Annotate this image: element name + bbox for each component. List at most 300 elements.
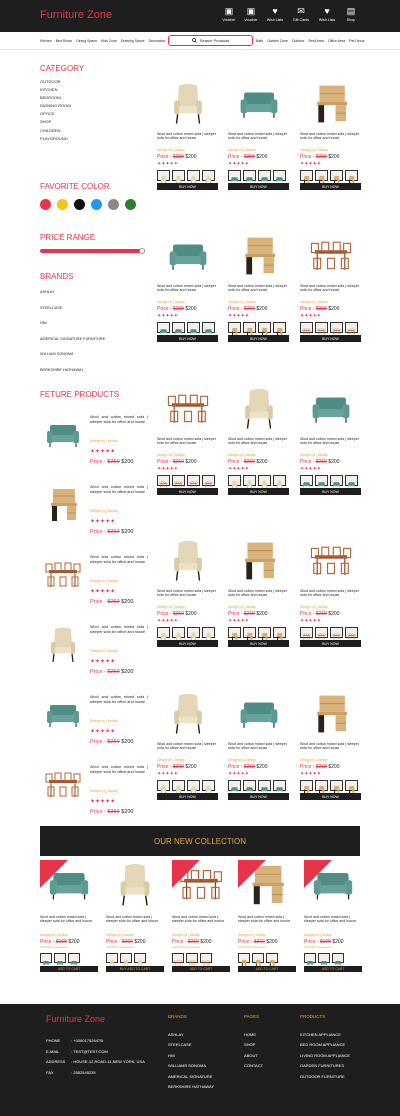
product-card xyxy=(300,385,361,495)
product-price xyxy=(172,939,230,945)
gift-icon: ✉ xyxy=(297,6,305,16)
variant-thumbnails xyxy=(172,953,230,963)
variant-thumbnails xyxy=(157,170,218,181)
variant-thumbnail[interactable] xyxy=(330,322,343,333)
product-card xyxy=(228,537,289,647)
brand-item[interactable]: HNI xyxy=(40,321,47,325)
featured-image[interactable] xyxy=(40,555,86,595)
product-designer: Design by | Ashlay xyxy=(300,453,328,457)
rating-stars: ✦✦✦✦✦ xyxy=(228,466,249,472)
old-price: $260 xyxy=(172,306,184,312)
product-designer: Design by | Ashlay xyxy=(40,933,68,937)
nav-link[interactable]: Kitchen xyxy=(40,39,52,43)
new-price: $200 xyxy=(326,306,340,312)
price-label: Price - xyxy=(157,459,173,465)
product-designer: Design by | Ashlay xyxy=(157,148,185,152)
collection-image[interactable] xyxy=(40,860,98,910)
variant-thumbnail[interactable] xyxy=(330,170,343,181)
buy-now-button[interactable]: BUY NOW xyxy=(228,335,289,342)
price-label: Price - xyxy=(90,599,108,605)
rating-stars: ✦✦✦✦✦ xyxy=(157,771,178,777)
favorite-color-title: FAVORITE COLOR xyxy=(40,182,110,191)
product-description: Wool and cotton mixed sofa | sleeper sofa for office and house xyxy=(304,915,357,924)
nav-link[interactable]: Office Area xyxy=(327,39,346,43)
product-image[interactable] xyxy=(157,385,218,433)
price-label: Price - xyxy=(228,154,244,160)
search-input[interactable] xyxy=(168,35,253,46)
buy-now-button[interactable]: BUY NOW xyxy=(157,488,218,495)
product-image[interactable] xyxy=(228,80,289,128)
new-price: $200 xyxy=(326,764,340,770)
new-price: $200 xyxy=(119,459,134,465)
price-label: Price - xyxy=(238,939,254,945)
old-price: $260 xyxy=(243,611,255,617)
variant-thumbnail[interactable] xyxy=(300,475,313,486)
product-description: Wool and cotton mixed sofa | sleeper sofa for office and house xyxy=(106,915,159,924)
rating-stars: ✦✦✦✦✦ xyxy=(90,589,116,595)
variant-thumbnail[interactable] xyxy=(172,322,185,333)
variant-thumbnail[interactable] xyxy=(120,953,132,963)
price-range-title: PRICE RANGE xyxy=(40,233,96,242)
variant-thumbnail[interactable] xyxy=(315,627,328,638)
brand-item[interactable]: BERKSHIRE HATHAWAY xyxy=(40,367,84,372)
variant-thumbnail[interactable] xyxy=(273,780,286,791)
add-to-cart-button[interactable]: ADD TO CART xyxy=(238,966,296,972)
corner-ribbon xyxy=(304,860,332,888)
featured-designer: Design by | Ashlay xyxy=(90,579,118,583)
variant-thumbnail[interactable] xyxy=(202,780,215,791)
category-item[interactable]: PLAYGROUND xyxy=(40,135,68,141)
price-label: Price - xyxy=(228,459,244,465)
product-image[interactable] xyxy=(300,385,361,433)
header-icon-label: Wish Lists xyxy=(266,18,284,22)
product-image[interactable] xyxy=(228,385,289,433)
product-image[interactable] xyxy=(157,690,218,738)
collection-image[interactable] xyxy=(238,860,296,910)
variant-thumbnail[interactable] xyxy=(266,953,278,963)
featured-image[interactable] xyxy=(40,765,86,805)
variant-thumbnails xyxy=(157,475,218,486)
new-price: $200 xyxy=(119,529,134,535)
product-image[interactable] xyxy=(157,80,218,128)
footer-link[interactable]: STEELCASE xyxy=(168,1042,192,1048)
footer-link[interactable]: CONTACT xyxy=(244,1063,264,1069)
product-image[interactable] xyxy=(300,232,361,280)
variant-thumbnail[interactable] xyxy=(157,780,170,791)
collection-image[interactable] xyxy=(172,860,230,910)
buy-now-button[interactable]: BUY NOW xyxy=(157,793,218,800)
featured-description: Wool and cotton mixed sofa | sleeper sofa for office and house xyxy=(90,765,148,774)
variant-thumbnail[interactable] xyxy=(228,475,241,486)
footer-link[interactable]: KITCHEN APPLIANCE xyxy=(300,1032,341,1037)
variant-thumbnail[interactable] xyxy=(238,953,250,963)
product-image[interactable] xyxy=(300,537,361,585)
header-voucher-button[interactable] xyxy=(242,6,260,22)
footer-link[interactable]: SHOP xyxy=(244,1042,256,1048)
featured-description: Wool and cotton mixed sofa | sleeper sofa for office and house xyxy=(90,415,148,424)
footer-pages-title: PAGES xyxy=(244,1014,260,1019)
category-item[interactable]: DIGNING ROOM xyxy=(40,103,71,109)
header-bar xyxy=(0,0,400,32)
header-gift-button[interactable] xyxy=(290,6,312,22)
category-item[interactable]: OUTDOOR xyxy=(40,79,61,84)
collection-card xyxy=(172,860,230,972)
price-label: Price - xyxy=(106,939,122,945)
featured-item xyxy=(40,415,150,475)
footer-contact-key: FAX xyxy=(46,1069,54,1075)
product-designer: Design by | Ashlay xyxy=(157,605,185,609)
header-icon-label: Wish Lists xyxy=(318,18,336,22)
collection-card xyxy=(40,860,98,972)
nav-link[interactable]: Kids Zone xyxy=(101,39,117,43)
product-description: Wool and cotton mixed sofa | sleeper sofa for office and house xyxy=(157,437,216,446)
variant-thumbnail[interactable] xyxy=(187,780,200,791)
product-price xyxy=(228,459,289,465)
footer-link[interactable]: HNI xyxy=(168,1052,175,1058)
variant-thumbnails xyxy=(228,780,289,791)
product-image[interactable] xyxy=(228,690,289,738)
collection-image[interactable] xyxy=(106,860,164,910)
variant-thumbnails xyxy=(157,322,218,333)
search-placeholder: Search Products xyxy=(199,38,230,43)
variant-thumbnail[interactable] xyxy=(315,322,328,333)
price-range-handle[interactable] xyxy=(139,248,145,254)
color-swatch[interactable] xyxy=(57,199,68,210)
rating-stars: ✦✦✦✦✦ xyxy=(228,771,249,777)
variant-thumbnail[interactable] xyxy=(345,475,358,486)
product-description: Wool and cotton mixed sofa | sleeper sofa for office and house xyxy=(300,284,359,293)
product-description: Wool and cotton mixed sofa | sleeper sofa for office and house xyxy=(228,132,287,141)
variant-thumbnail[interactable] xyxy=(345,170,358,181)
variant-thumbnail[interactable] xyxy=(273,475,286,486)
price-label: Price - xyxy=(172,939,188,945)
variant-thumbnail[interactable] xyxy=(330,475,343,486)
price-range-slider[interactable] xyxy=(40,249,145,253)
old-price: $260 xyxy=(107,459,120,465)
product-description: Wool and cotton mixed sofa | sleeper sofa for office and house xyxy=(228,284,287,293)
footer-link[interactable]: BERKSHIRE HATHAWAY xyxy=(168,1084,215,1089)
product-designer: Design by | Ashlay xyxy=(238,933,266,937)
header-wishlist-button[interactable] xyxy=(316,6,338,22)
price-label: Price - xyxy=(157,611,173,617)
rating-stars: ✦✦✦✦✦ xyxy=(300,161,321,167)
nav-link[interactable]: Bath xyxy=(256,39,264,43)
featured-item xyxy=(40,695,150,755)
variant-thumbnail[interactable] xyxy=(202,627,215,638)
variant-thumbnail[interactable] xyxy=(172,170,185,181)
variant-thumbnail[interactable] xyxy=(273,627,286,638)
featured-image[interactable] xyxy=(40,485,86,525)
color-swatch[interactable] xyxy=(74,199,85,210)
variant-thumbnail[interactable] xyxy=(187,170,200,181)
variant-thumbnail[interactable] xyxy=(172,627,185,638)
footer-contact-row: FAX : 2552545235 xyxy=(46,1069,96,1075)
variant-thumbnail[interactable] xyxy=(68,953,80,963)
product-description: Wool and cotton mixed sofa | sleeper sofa for office and house xyxy=(157,589,216,598)
variant-thumbnail[interactable] xyxy=(315,780,328,791)
product-designer: Design by | Ashlay xyxy=(228,758,256,762)
variant-thumbnail[interactable] xyxy=(318,953,330,963)
product-price xyxy=(238,939,296,945)
variant-thumbnail[interactable] xyxy=(345,780,358,791)
nav-link[interactable]: Drawing Space xyxy=(120,39,145,43)
category-item[interactable]: OFFICE xyxy=(40,111,55,117)
variant-thumbnail[interactable] xyxy=(304,953,316,963)
nav-link[interactable]: Pet Decor xyxy=(349,39,365,43)
price-label: Price - xyxy=(304,939,320,945)
variant-thumbnail[interactable] xyxy=(40,953,52,963)
variant-thumbnails xyxy=(300,170,361,181)
product-price xyxy=(157,459,218,465)
variant-thumbnail[interactable] xyxy=(228,322,241,333)
variant-thumbnail[interactable] xyxy=(243,322,256,333)
featured-image[interactable] xyxy=(40,625,86,665)
new-price: $200 xyxy=(119,809,134,815)
variant-thumbnail[interactable] xyxy=(157,627,170,638)
featured-price xyxy=(90,599,133,605)
nav-left xyxy=(40,39,166,43)
buy-now-button[interactable]: BUY NOW xyxy=(228,793,289,800)
variant-thumbnail[interactable] xyxy=(202,322,215,333)
footer-contact-value: 2552545235 xyxy=(73,1069,96,1075)
variant-thumbnail[interactable] xyxy=(228,170,241,181)
nav-link[interactable]: Bed Room xyxy=(55,39,73,43)
nav-link[interactable]: Garden Zone xyxy=(267,39,288,43)
add-to-cart-button[interactable]: BUY ADD TO CART xyxy=(106,966,164,972)
variant-thumbnail[interactable] xyxy=(258,170,271,181)
new-price: $200 xyxy=(254,459,268,465)
category-item[interactable]: CHILDREN xyxy=(40,127,61,133)
buy-now-button[interactable]: BUY NOW xyxy=(300,488,361,495)
product-price xyxy=(40,939,98,945)
category-item[interactable]: KITCHEN xyxy=(40,87,58,93)
header-voucher-button[interactable] xyxy=(220,6,238,22)
variant-thumbnail[interactable] xyxy=(157,170,170,181)
collection-note: Gold Fill for Accessories xyxy=(172,946,200,949)
footer-contact-value: +008017526475l xyxy=(73,1038,104,1043)
variant-thumbnail[interactable] xyxy=(315,170,328,181)
collection-note: Gold Fill for Accessories xyxy=(238,946,266,949)
variant-thumbnail[interactable] xyxy=(243,475,256,486)
variant-thumbnail[interactable] xyxy=(186,953,198,963)
variant-thumbnail[interactable] xyxy=(200,953,212,963)
variant-thumbnail[interactable] xyxy=(172,780,185,791)
footer-link[interactable]: LIVING ROOM APPLIANCE xyxy=(300,1052,351,1058)
variant-thumbnails xyxy=(300,475,361,486)
featured-description: Wool and cotton mixed sofa | sleeper sofa for office and house xyxy=(90,555,148,564)
variant-thumbnail[interactable] xyxy=(258,322,271,333)
color-swatch[interactable] xyxy=(91,199,102,210)
variant-thumbnail[interactable] xyxy=(300,780,313,791)
buy-now-button[interactable]: BUY NOW xyxy=(228,640,289,647)
variant-thumbnail[interactable] xyxy=(157,322,170,333)
variant-thumbnail[interactable] xyxy=(134,953,146,963)
variant-thumbnail[interactable] xyxy=(300,627,313,638)
buy-now-button[interactable]: BUY NOW xyxy=(300,335,361,342)
footer-link[interactable]: GARDEN FURNITURES xyxy=(300,1063,345,1069)
buy-now-button[interactable]: BUY NOW xyxy=(228,488,289,495)
footer-link[interactable]: OUTDOOR FURNITURE xyxy=(300,1073,345,1079)
nav-link[interactable]: Rest Area xyxy=(308,39,324,43)
price-label: Price - xyxy=(300,764,316,770)
nav-link[interactable]: Dining Space xyxy=(76,39,98,43)
category-item[interactable]: BEDROOM xyxy=(40,95,61,101)
rating-stars: ✦✦✦✦✦ xyxy=(157,313,178,319)
collection-note: Gold Fill for Accessories xyxy=(40,946,68,949)
variant-thumbnail[interactable] xyxy=(258,475,271,486)
product-image[interactable] xyxy=(228,537,289,585)
product-image[interactable] xyxy=(157,232,218,280)
brand-item[interactable]: WILLIAM SONOMA xyxy=(40,352,74,356)
new-price: $200 xyxy=(330,939,344,945)
old-price: $260 xyxy=(243,459,255,465)
product-designer: Design by | Ashlay xyxy=(157,453,185,457)
new-collection-banner: OUR NEW COLLECTION xyxy=(40,826,360,856)
new-price: $200 xyxy=(66,939,80,945)
rating-stars: ✦✦✦✦✦ xyxy=(90,519,116,525)
new-price: $200 xyxy=(198,939,212,945)
variant-thumbnail[interactable] xyxy=(315,475,328,486)
price-label: Price - xyxy=(90,459,108,465)
buy-now-button[interactable]: BUY NOW xyxy=(228,183,289,190)
product-designer: Design by | Ashlay xyxy=(106,933,134,937)
add-to-cart-button[interactable]: ADD TO CART xyxy=(304,966,362,972)
variant-thumbnail[interactable] xyxy=(106,953,118,963)
brand-item[interactable]: AMERICAL SIGNATURE FURNITURE xyxy=(40,336,106,341)
corner-ribbon xyxy=(238,860,266,888)
site-logo[interactable]: Furniture Zone xyxy=(40,9,113,21)
price-label: Price - xyxy=(90,669,108,675)
variant-thumbnail[interactable] xyxy=(228,627,241,638)
product-description: Wool and cotton mixed sofa | sleeper sofa for office and house xyxy=(157,132,216,141)
buy-now-button[interactable]: BUY NOW xyxy=(300,640,361,647)
variant-thumbnail[interactable] xyxy=(330,780,343,791)
variant-thumbnail[interactable] xyxy=(202,170,215,181)
footer-link[interactable]: BED ROOM APPLIANCE xyxy=(300,1042,346,1048)
variant-thumbnail[interactable] xyxy=(345,627,358,638)
old-price: $260 xyxy=(172,154,184,160)
old-price: $260 xyxy=(107,599,120,605)
variant-thumbnail[interactable] xyxy=(187,322,200,333)
variant-thumbnail[interactable] xyxy=(332,953,344,963)
rating-stars: ✦✦✦✦✦ xyxy=(228,618,249,624)
product-price xyxy=(300,459,361,465)
collection-image[interactable] xyxy=(304,860,362,910)
variant-thumbnail[interactable] xyxy=(252,953,264,963)
old-price: $260 xyxy=(243,306,255,312)
footer-link[interactable]: HOME xyxy=(244,1032,256,1037)
product-designer: Design by | Ashlay xyxy=(300,300,328,304)
category-item[interactable]: SHOP xyxy=(40,119,52,125)
variant-thumbnail[interactable] xyxy=(187,475,200,486)
variant-thumbnail[interactable] xyxy=(54,953,66,963)
color-swatch[interactable] xyxy=(125,199,136,210)
old-price: $260 xyxy=(107,669,120,675)
footer-link[interactable]: ASHLAY xyxy=(168,1032,184,1037)
featured-item xyxy=(40,765,150,825)
new-price: $200 xyxy=(183,611,197,617)
product-image[interactable] xyxy=(157,537,218,585)
variant-thumbnail[interactable] xyxy=(300,170,313,181)
featured-item xyxy=(40,625,150,685)
variant-thumbnail[interactable] xyxy=(187,627,200,638)
old-price: $260 xyxy=(187,939,199,945)
shop-icon: ▤ xyxy=(346,6,356,16)
variant-thumbnails xyxy=(304,953,362,963)
variant-thumbnail[interactable] xyxy=(243,170,256,181)
price-label: Price - xyxy=(157,764,173,770)
new-price: $200 xyxy=(119,669,134,675)
buy-now-button[interactable]: BUY NOW xyxy=(157,183,218,190)
rating-stars: ✦✦✦✦✦ xyxy=(157,466,178,472)
price-label: Price - xyxy=(90,529,108,535)
product-image[interactable] xyxy=(300,80,361,128)
product-card xyxy=(228,232,289,342)
product-price xyxy=(228,154,289,160)
header-shop-button[interactable] xyxy=(342,6,360,22)
product-image[interactable] xyxy=(300,690,361,738)
variant-thumbnail[interactable] xyxy=(243,627,256,638)
old-price: $260 xyxy=(253,939,265,945)
variant-thumbnail[interactable] xyxy=(258,780,271,791)
product-description: Wool and cotton mixed sofa | sleeper sofa for office and house xyxy=(300,132,359,141)
variant-thumbnail[interactable] xyxy=(202,475,215,486)
product-price xyxy=(106,939,164,945)
price-label: Price - xyxy=(40,939,56,945)
product-card xyxy=(300,690,361,800)
add-to-cart-button[interactable]: ADD TO CART xyxy=(40,966,98,972)
header-icon-label: Shop xyxy=(346,18,356,22)
header-wishlist-button[interactable] xyxy=(264,6,286,22)
variant-thumbnail[interactable] xyxy=(300,322,313,333)
footer-link[interactable]: AMERICAL SIGNATURE xyxy=(168,1073,213,1079)
add-to-cart-button[interactable]: ADD TO CART xyxy=(172,966,230,972)
product-image[interactable] xyxy=(228,232,289,280)
brand-item[interactable]: ASHLAY xyxy=(40,290,55,294)
footer-link[interactable]: WILLIAMS SONOMA xyxy=(168,1063,207,1069)
nav-link[interactable]: Outdoor xyxy=(291,39,305,43)
new-price: $200 xyxy=(254,306,268,312)
variant-thumbnail[interactable] xyxy=(172,475,185,486)
nav-link[interactable]: Decoration xyxy=(148,39,166,43)
variant-thumbnail[interactable] xyxy=(345,322,358,333)
variant-thumbnail[interactable] xyxy=(258,627,271,638)
variant-thumbnail[interactable] xyxy=(273,170,286,181)
variant-thumbnail[interactable] xyxy=(273,322,286,333)
variant-thumbnail[interactable] xyxy=(172,953,184,963)
new-price: $200 xyxy=(183,764,197,770)
buy-now-button[interactable]: BUY NOW xyxy=(300,183,361,190)
variant-thumbnail[interactable] xyxy=(228,780,241,791)
header-icon-label: Gift Cards xyxy=(292,18,310,22)
featured-image[interactable] xyxy=(40,415,86,455)
brands-title: BRANDS xyxy=(40,272,74,281)
buy-now-button[interactable]: BUY NOW xyxy=(157,335,218,342)
footer-link[interactable]: ABOUT xyxy=(244,1052,258,1058)
brand-item[interactable]: STEELCASE xyxy=(40,305,63,310)
variant-thumbnail[interactable] xyxy=(243,780,256,791)
color-swatch[interactable] xyxy=(40,199,51,210)
buy-now-button[interactable]: BUY NOW xyxy=(157,640,218,647)
variant-thumbnail[interactable] xyxy=(157,475,170,486)
rating-stars: ✦✦✦✦✦ xyxy=(300,313,321,319)
featured-image[interactable] xyxy=(40,695,86,735)
variant-thumbnail[interactable] xyxy=(330,627,343,638)
color-swatch[interactable] xyxy=(108,199,119,210)
product-description: Wool and cotton mixed sofa | sleeper sofa for office and house xyxy=(157,742,216,751)
new-price: $200 xyxy=(183,459,197,465)
buy-now-button[interactable]: BUY NOW xyxy=(300,793,361,800)
